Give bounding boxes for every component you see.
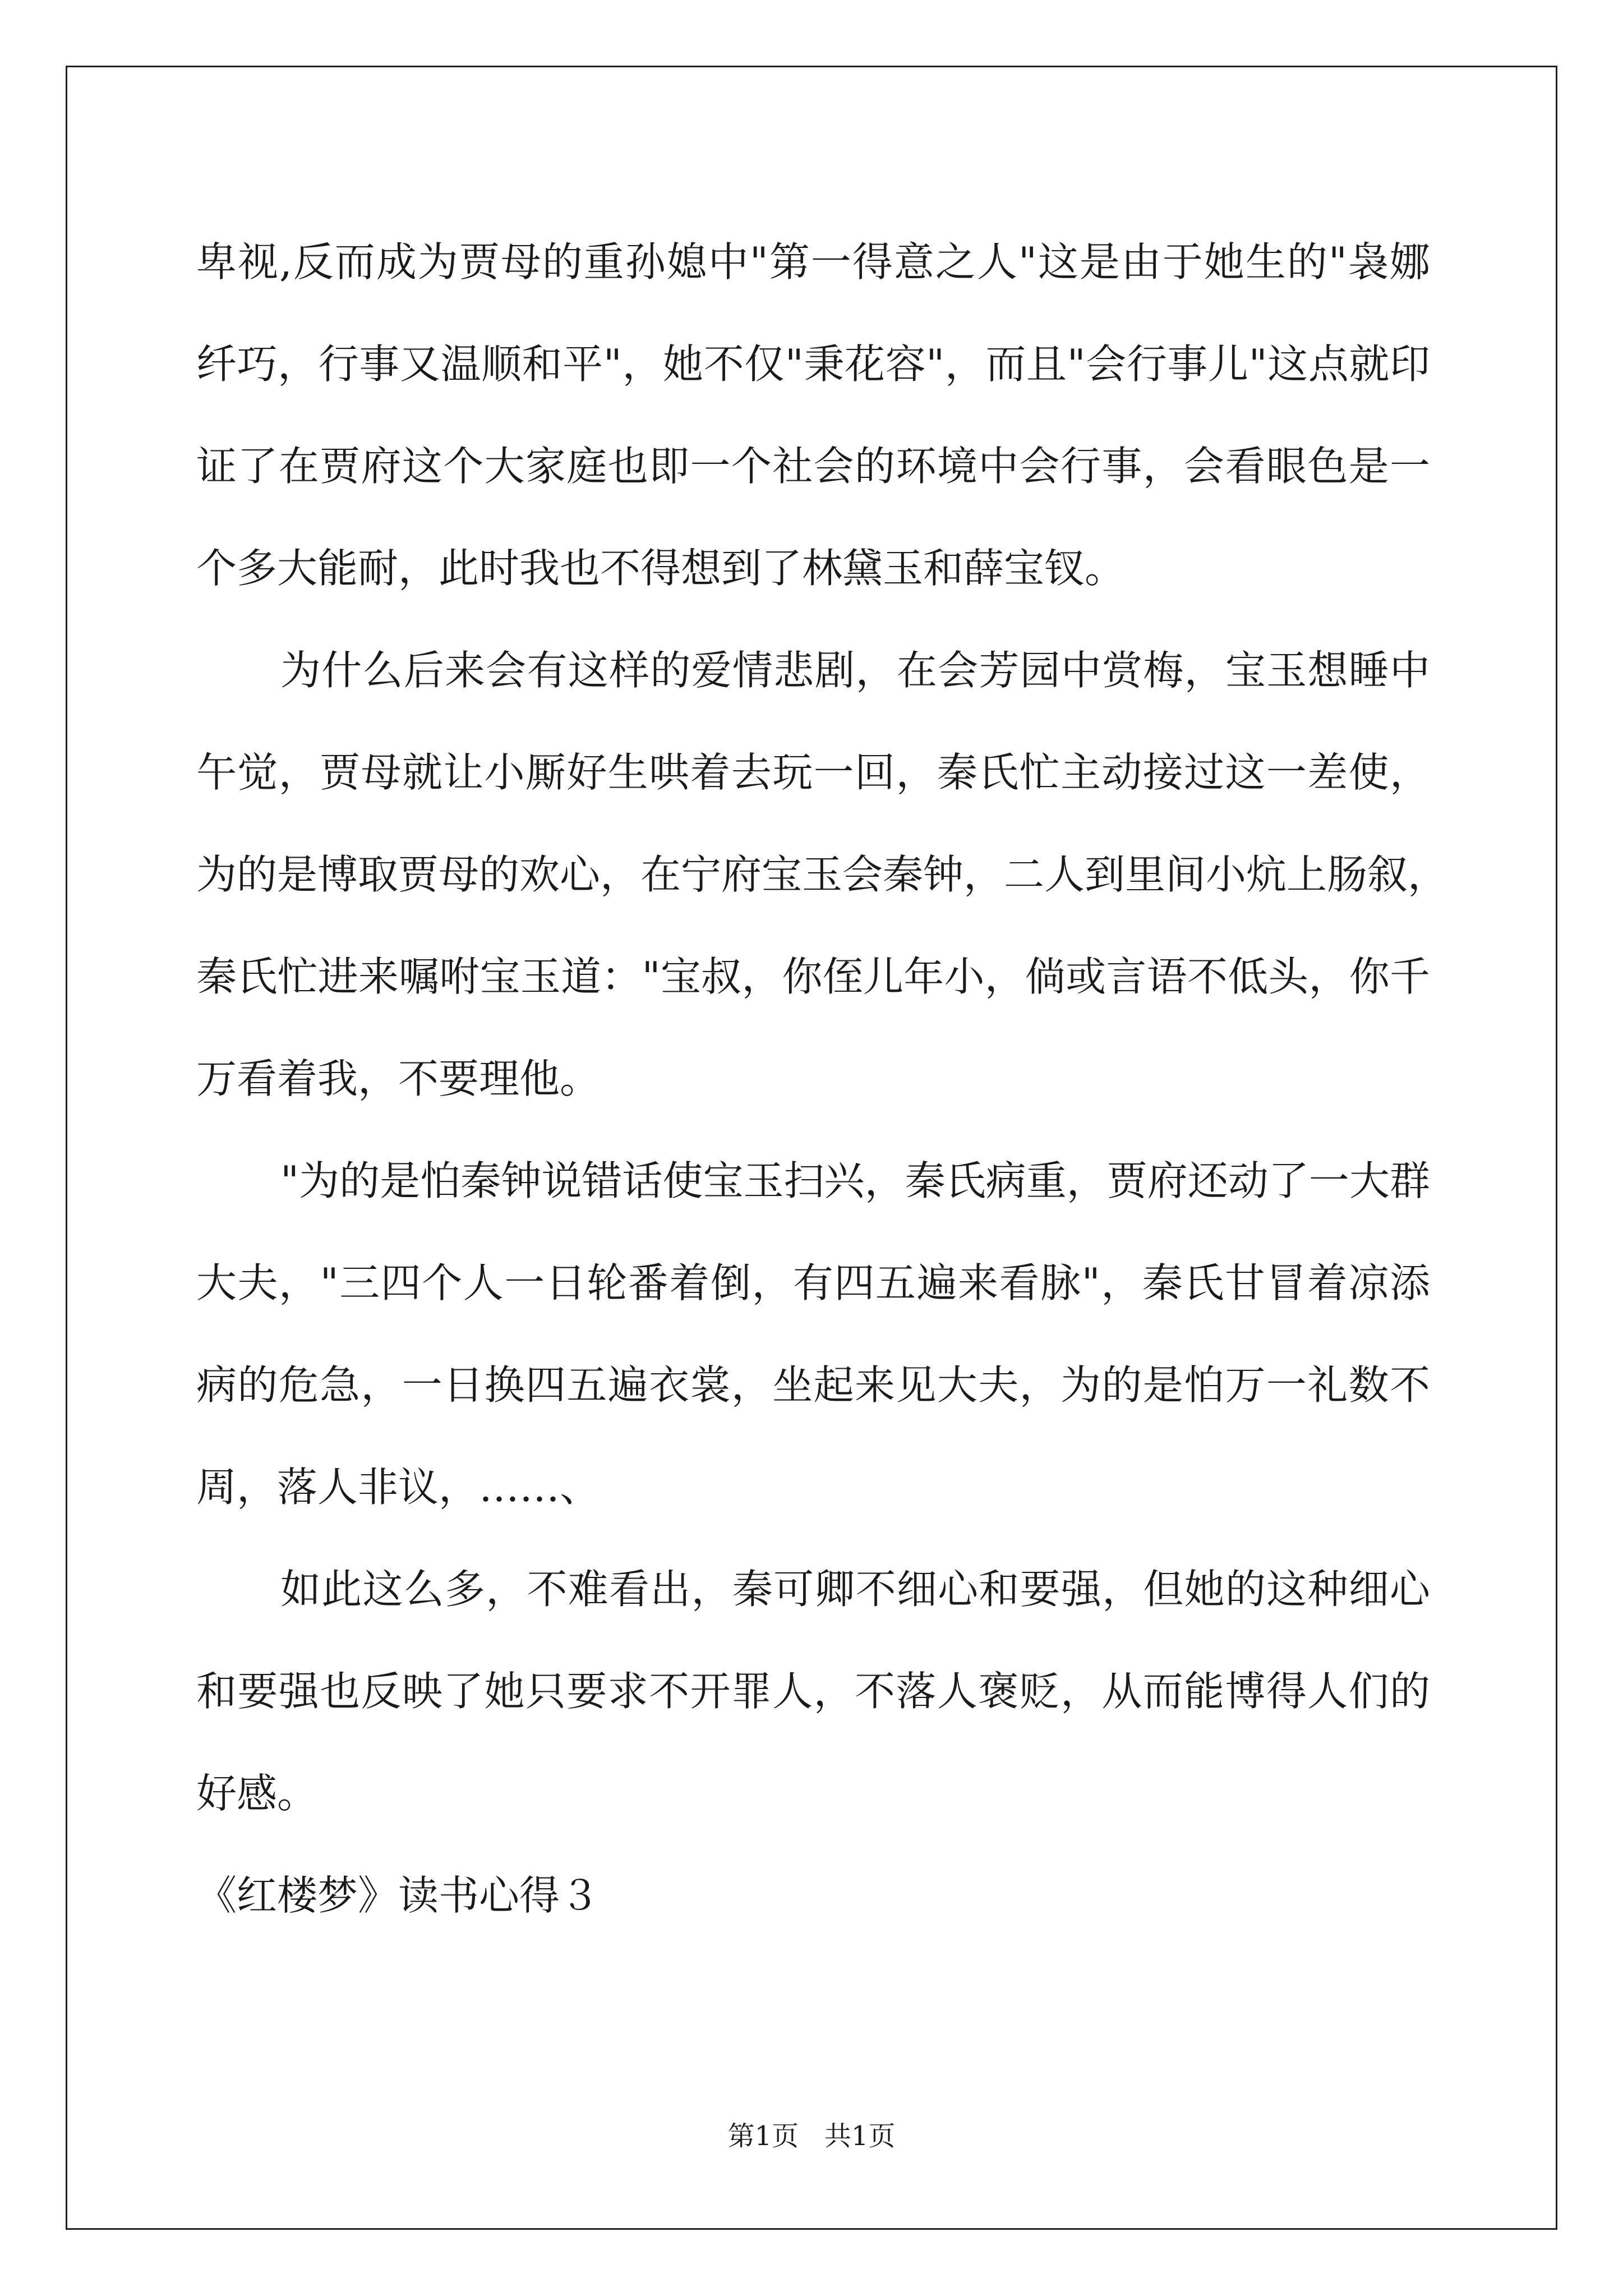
text-line: "为的是怕秦钟说错话使宝玉扫兴，秦氏病重，贾府还动了一大群	[280, 1157, 1430, 1204]
text-line: 卑视,反而成为贾母的重孙媳中"第一得意之人"这是由于她生的"袅娜	[196, 238, 1430, 286]
text-line: 午觉，贾母就让小厮好生哄着去玩一回，秦氏忙主动接过这一差使，	[196, 749, 1430, 796]
footer-spacer	[799, 2120, 824, 2152]
page-number-total: 共1页	[824, 2120, 896, 2152]
text-line: 秦氏忙进来嘱咐宝玉道："宝叔，你侄儿年小，倘或言语不低头，你千	[196, 953, 1430, 1000]
text-line: 证了在贾府这个大家庭也即一个社会的环境中会行事，会看眼色是一	[196, 443, 1430, 490]
page-footer	[0, 2119, 1623, 2153]
text-line: 为的是博取贾母的欢心，在宁府宝玉会秦钟，二人到里间小炕上肠叙，	[196, 851, 1449, 898]
document-body	[196, 211, 1449, 1947]
text-line: 和要强也反映了她只要求不开罪人，不落人褒贬，从而能博得人们的	[196, 1668, 1430, 1715]
text-line: 个多大能耐，此时我也不得想到了林黛玉和薛宝钗。	[196, 545, 1126, 592]
text-line: 纤巧，行事又温顺和平"，她不仅"秉花容"，而且"会行事儿"这点就印	[196, 341, 1430, 388]
text-line: 病的危急，一日换四五遍衣裳，坐起来见大夫，为的是怕万一礼数不	[196, 1361, 1430, 1409]
text-line: 为什么后来会有这样的爱情悲剧，在会芳园中赏梅，宝玉想睡中	[280, 647, 1430, 694]
text-line: 如此这么多，不难看出，秦可卿不细心和要强，但她的这种细心	[280, 1566, 1430, 1613]
text-line: 周，落人非议，……、	[196, 1464, 601, 1511]
section-heading: 《红楼梦》读书心得３	[196, 1872, 601, 1919]
text-line: 大夫，"三四个人一日轮番着倒，有四五遍来看脉"，秦氏甘冒着凉添	[196, 1259, 1430, 1306]
page-number-current: 第1页	[727, 2120, 799, 2152]
text-line: 万看着我，不要理他。	[196, 1055, 601, 1102]
text-line: 好感。	[196, 1770, 318, 1817]
